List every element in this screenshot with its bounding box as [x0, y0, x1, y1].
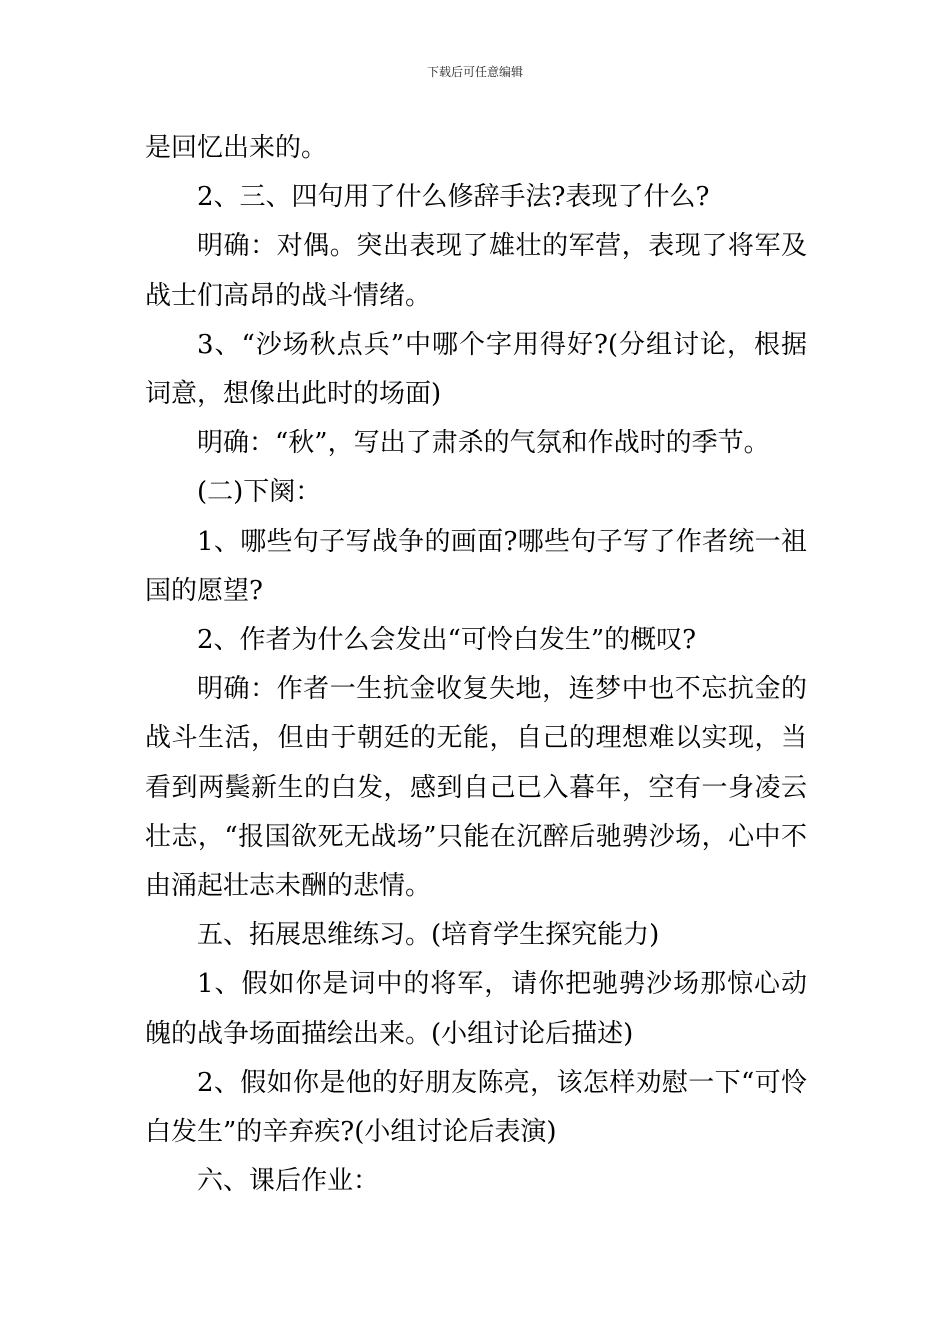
- paragraph: 明确：对偶。突出表现了雄壮的军营，表现了将军及战士们高昂的战斗情绪。: [145, 231, 807, 311]
- paragraph: 明确：作者一生抗金收复失地，连梦中也不忘抗金的战斗生活，但由于朝廷的无能，自己的理想难以实现，当看到两鬓新生的白发，感到自己已入暮年，空有一身凌云壮志，“报国欲死无战场”只能在沉醉后驰骋沙场，心中不由涌起壮志未酬的悲情。: [145, 674, 807, 902]
- paragraph: 3、“沙场秋点兵”中哪个字用得好?(分组讨论，根据词意，想像出此时的场面): [145, 329, 807, 410]
- paragraph: 明确：“秋”，写出了肃杀的气氛和作战时的季节。: [197, 428, 770, 459]
- paragraph: 1、假如你是词中的将军，请你把驰骋沙场那惊心动魄的战争场面描绘出来。(小组讨论后描述): [145, 969, 807, 1049]
- paragraph: 六、课后作业：: [197, 1166, 380, 1197]
- page-header: 下载后可任意编辑: [426, 65, 523, 79]
- paragraph: 是回忆出来的。: [145, 133, 328, 163]
- paragraph: 2、作者为什么会发出“可怜白发生”的概叹?: [197, 625, 697, 656]
- document-body: [145, 124, 807, 1206]
- paragraph: (二)下阕：: [197, 477, 322, 508]
- paragraph: 1、哪些句子写战争的画面?哪些句子写了作者统一祖国的愿望?: [145, 526, 807, 606]
- paragraph: 2、三、四句用了什么修辞手法?表现了什么?: [197, 182, 710, 213]
- paragraph: 2、假如你是他的好朋友陈亮，该怎样劝慰一下“可怜白发生”的辛弃疾?(小组讨论后表演): [145, 1067, 807, 1148]
- paragraph: 五、拓展思维练习。(培育学生探究能力): [197, 920, 660, 951]
